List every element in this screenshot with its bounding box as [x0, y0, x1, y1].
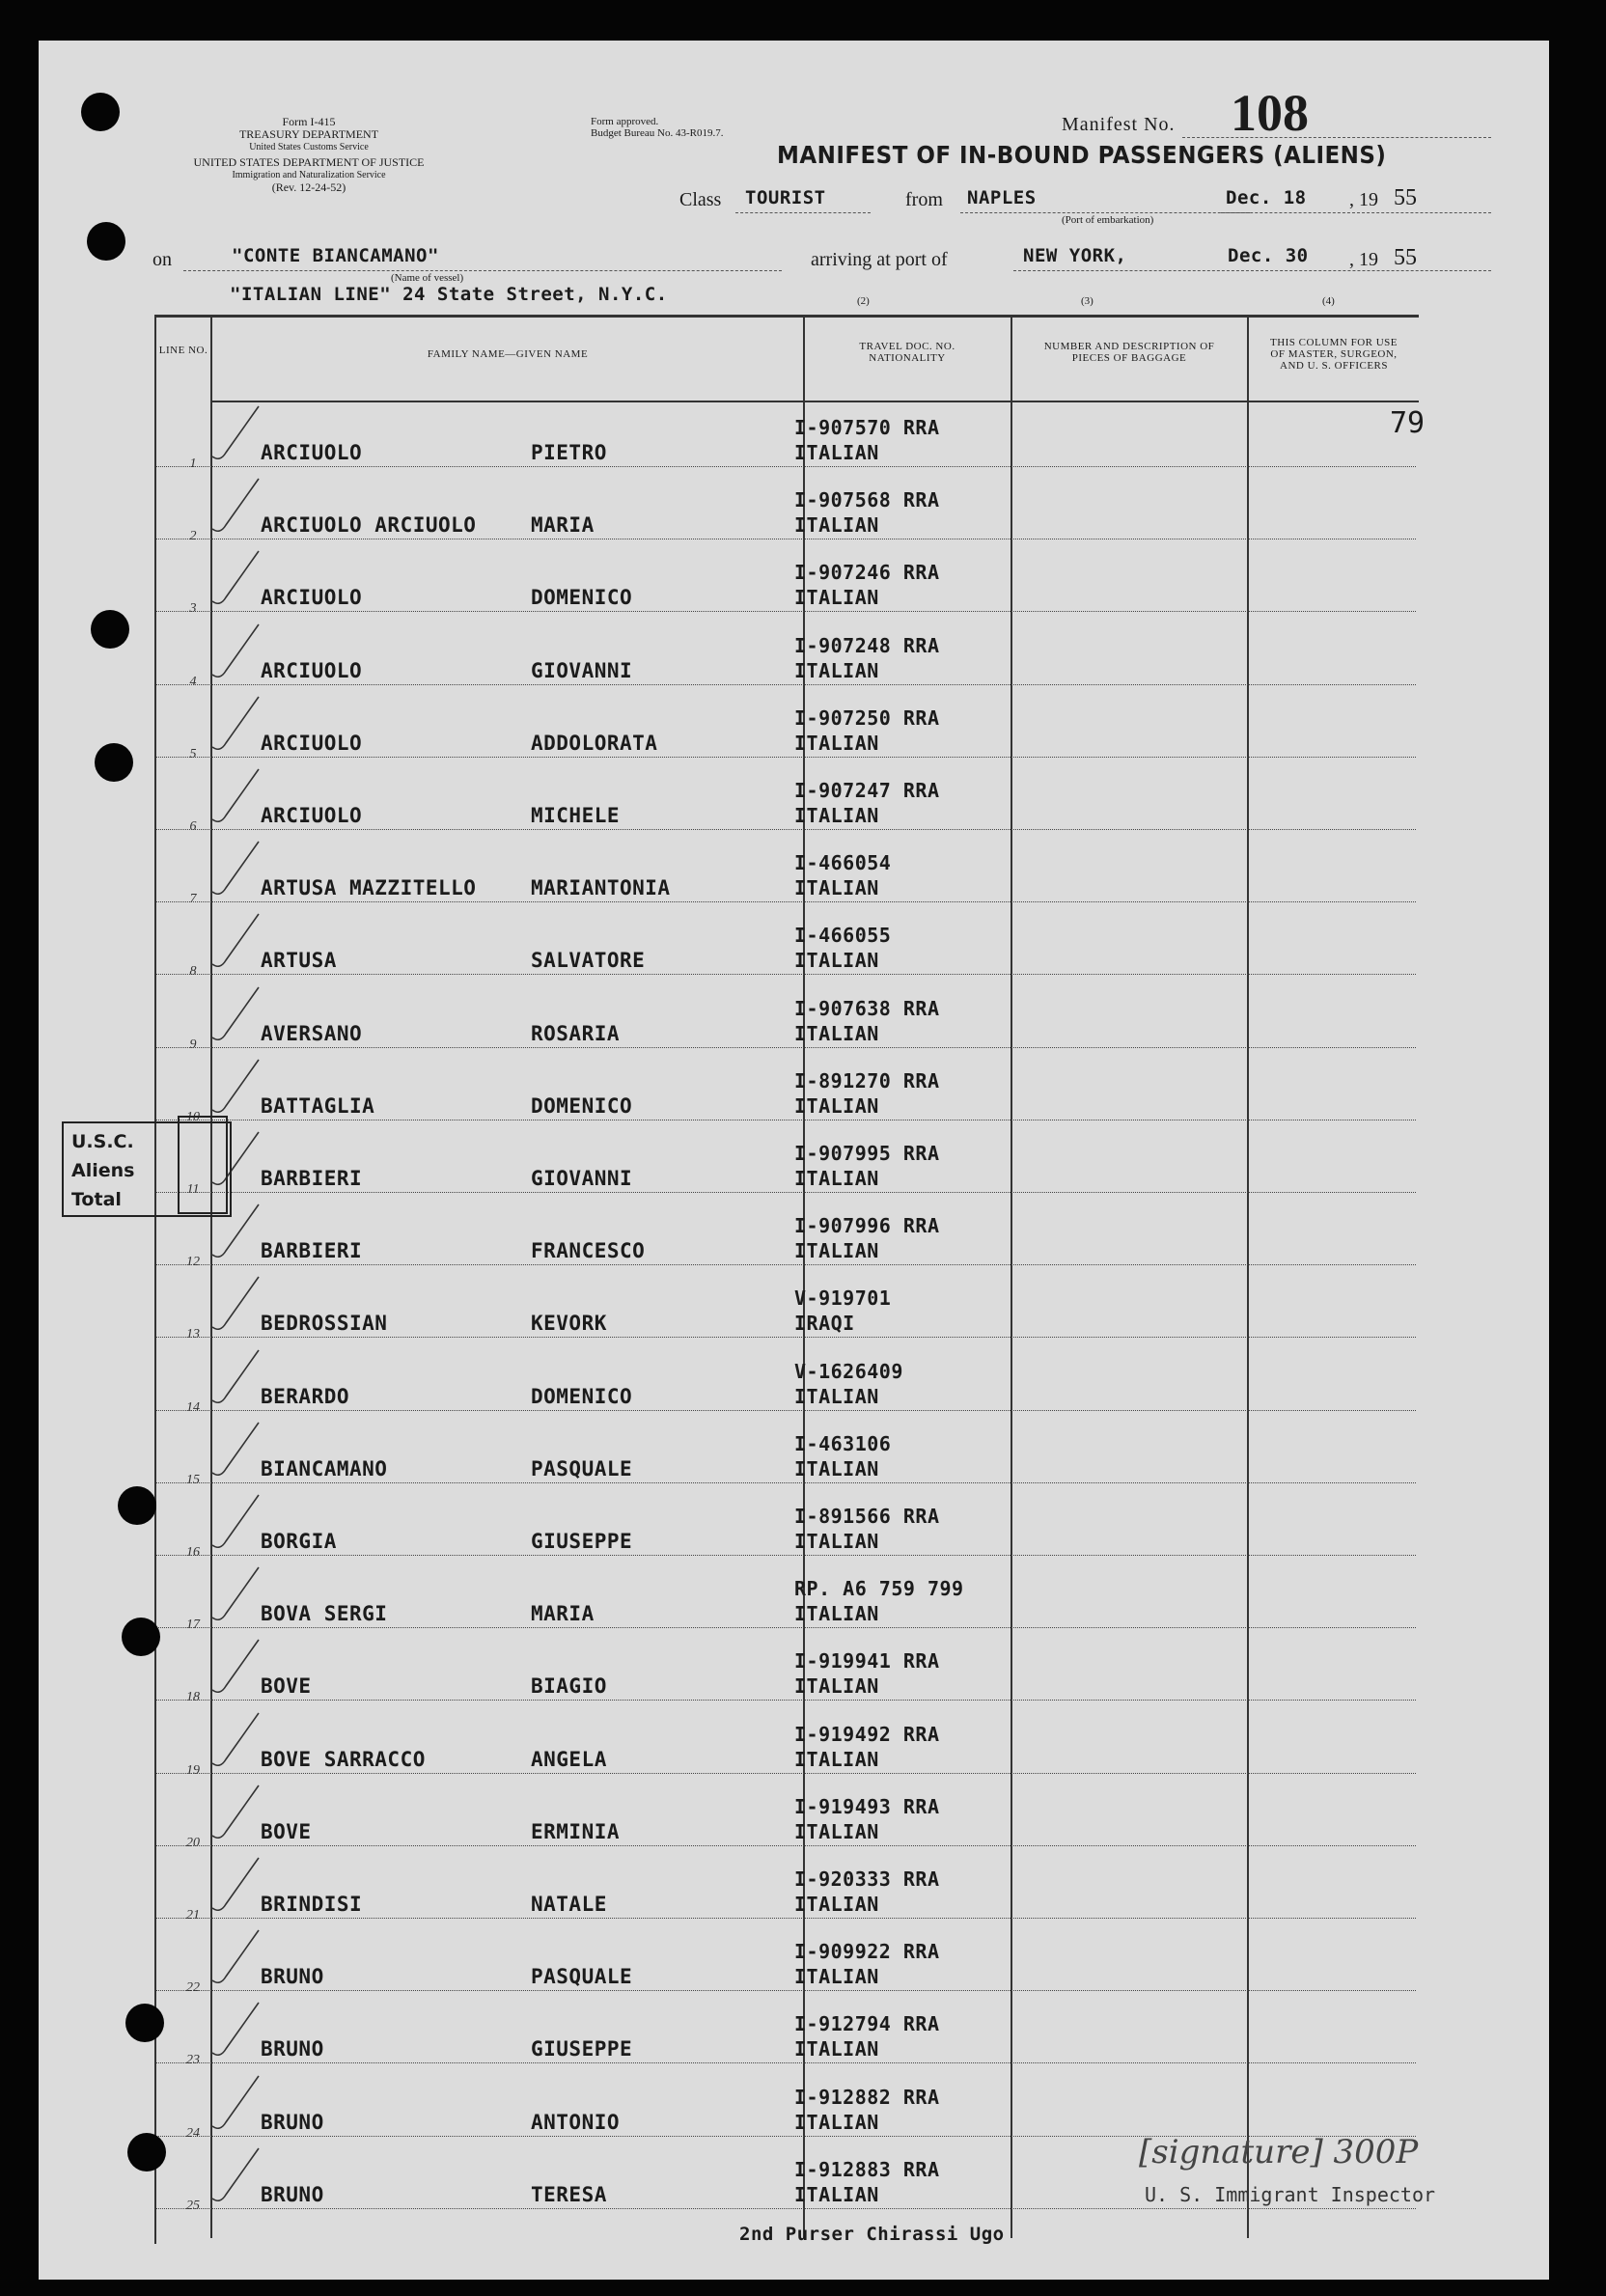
table-row: [156, 1713, 1416, 1785]
line-number: 23: [186, 2053, 200, 2068]
class-line: [735, 212, 871, 213]
nationality: ITALIAN: [794, 658, 879, 682]
nationality: ITALIAN: [794, 1530, 879, 1553]
form-approval: [591, 116, 723, 139]
family-name: ARCIUOLO: [261, 731, 363, 755]
table-row: [156, 1132, 1416, 1204]
line-number: 9: [189, 1037, 197, 1052]
nationality: ITALIAN: [794, 1021, 879, 1045]
line-number: 4: [189, 674, 197, 689]
departure-year-prefix: , 19: [1349, 189, 1378, 210]
nationality: ITALIAN: [794, 731, 879, 755]
family-name: BRUNO: [261, 2037, 324, 2061]
travel-doc-number: V-919701: [794, 1286, 892, 1311]
family-name: ARTUSA MAZZITELLO: [261, 876, 477, 900]
travel-doc-number: I-912794 RRA: [794, 2012, 940, 2036]
table-row: [156, 1495, 1416, 1567]
col-header-travel-doc-2: NATIONALITY: [869, 352, 946, 364]
travel-doc-number: V-1626409: [794, 1359, 903, 1383]
travel-doc-number: I-920333 RRA: [794, 1867, 940, 1891]
given-name: ANGELA: [531, 1747, 607, 1771]
arrival-port: NEW YORK,: [1023, 245, 1127, 266]
arrival-date: Dec. 30: [1228, 245, 1309, 266]
family-name: ARCIUOLO: [261, 658, 363, 682]
nationality: ITALIAN: [794, 1819, 879, 1843]
given-name: MICHELE: [531, 804, 621, 827]
nationality: ITALIAN: [794, 949, 879, 973]
row-rule: [156, 466, 1416, 467]
table-row: [156, 987, 1416, 1060]
table-row: [156, 406, 1416, 479]
line-number: 16: [186, 1545, 200, 1560]
given-name: DOMENICO: [531, 1384, 633, 1408]
vessel-name: "CONTE BIANCAMANO": [232, 245, 439, 266]
family-name: BORGIA: [261, 1530, 337, 1553]
line-number: 12: [186, 1255, 200, 1270]
row-rule: [156, 1555, 1416, 1556]
given-name: TERESA: [531, 2182, 607, 2206]
nationality: ITALIAN: [794, 1167, 879, 1190]
family-name: ARCIUOLO: [261, 441, 363, 464]
header-rule: [210, 401, 1419, 402]
row-rule: [156, 1410, 1416, 1411]
travel-doc-number: RP. A6 759 799: [794, 1577, 964, 1601]
nationality: ITALIAN: [794, 1602, 879, 1626]
col-3-number: (3): [1081, 295, 1094, 307]
table-row: [156, 1423, 1416, 1495]
line-number: 15: [186, 1472, 200, 1487]
manifest-number: 108: [1231, 84, 1309, 142]
punch-hole: [118, 1486, 156, 1525]
table-row: [156, 1060, 1416, 1132]
table-row: [156, 1785, 1416, 1858]
given-name: SALVATORE: [531, 949, 646, 973]
family-name: BERARDO: [261, 1384, 350, 1408]
given-name: BIAGIO: [531, 1674, 607, 1699]
line-number: 25: [186, 2198, 200, 2213]
nationality: ITALIAN: [794, 513, 879, 538]
arrival-year: 55: [1394, 245, 1417, 270]
stamp-aliens: Aliens: [71, 1160, 135, 1181]
table-row: [156, 624, 1416, 697]
travel-doc-number: I-891270 RRA: [794, 1068, 940, 1093]
nationality: ITALIAN: [794, 1747, 879, 1771]
arrival-year-prefix: , 19: [1349, 249, 1378, 270]
row-rule: [156, 611, 1416, 612]
usc-aliens-stamp: [62, 1121, 232, 1217]
nationality: ITALIAN: [794, 1674, 879, 1699]
family-name: BOVE: [261, 1674, 312, 1699]
travel-doc-number: I-907638 RRA: [794, 996, 940, 1020]
travel-doc-number: I-907250 RRA: [794, 705, 940, 730]
family-name: BEDROSSIAN: [261, 1312, 388, 1336]
col-header-officers-2: OF MASTER, SURGEON,: [1270, 348, 1398, 360]
purser-name: 2nd Purser Chirassi Ugo: [739, 2224, 1005, 2245]
line-number: 5: [189, 746, 197, 761]
departure-year: 55: [1394, 185, 1417, 210]
nationality: ITALIAN: [794, 1093, 879, 1118]
col-header-officers-1: THIS COLUMN FOR USE: [1269, 337, 1398, 348]
line-number: 22: [186, 1980, 200, 1996]
nationality: ITALIAN: [794, 2182, 879, 2206]
line-number: 3: [189, 601, 197, 617]
from-line: [960, 212, 1250, 213]
form-header-left: [164, 116, 454, 194]
table-row: [156, 2003, 1416, 2075]
family-name: ARCIUOLO: [261, 586, 363, 610]
line-number: 21: [186, 1908, 200, 1923]
row-rule: [156, 684, 1416, 685]
row-rule: [156, 2062, 1416, 2063]
row-rule: [156, 901, 1416, 902]
punch-hole: [125, 2004, 164, 2042]
family-name: BRUNO: [261, 1965, 324, 1989]
given-name: MARIA: [531, 1602, 595, 1626]
passenger-table: [154, 315, 1426, 2244]
given-name: GIUSEPPE: [531, 1530, 633, 1553]
col-header-baggage-1: NUMBER AND DESCRIPTION OF: [1043, 341, 1215, 352]
nationality: IRAQI: [794, 1312, 855, 1336]
table-row: [156, 1567, 1416, 1640]
given-name: PIETRO: [531, 441, 607, 464]
travel-doc-number: I-912883 RRA: [794, 2157, 940, 2181]
given-name: PASQUALE: [531, 1965, 633, 1989]
given-name: ROSARIA: [531, 1021, 621, 1045]
nationality: ITALIAN: [794, 2037, 879, 2061]
row-rule: [156, 1845, 1416, 1846]
given-name: GIOVANNI: [531, 658, 633, 682]
line-number: 19: [186, 1762, 200, 1778]
line-number: 24: [186, 2125, 200, 2141]
row-rule: [156, 2208, 1416, 2209]
line-number: 17: [186, 1618, 200, 1633]
row-rule: [156, 1264, 1416, 1265]
travel-doc-number: I-912882 RRA: [794, 2085, 940, 2109]
embarkation-note: (Port of embarkation): [1062, 214, 1154, 226]
family-name: BARBIERI: [261, 1167, 363, 1190]
col-header-travel-doc-1: TRAVEL DOC. NO.: [859, 341, 955, 352]
manifest-label: Manifest No.: [1062, 114, 1176, 135]
family-name: ARCIUOLO: [261, 804, 363, 827]
family-name: BIANCAMANO: [261, 1456, 388, 1480]
budget-bureau: Budget Bureau No. 43-R019.7.: [591, 127, 724, 139]
punch-hole: [95, 743, 133, 782]
travel-doc-number: I-466054: [794, 851, 892, 875]
departure-date: Dec. 18: [1226, 187, 1307, 208]
departure-date-line: [1221, 212, 1491, 213]
dept-justice: UNITED STATES DEPARTMENT OF JUSTICE: [193, 155, 425, 169]
table-row: [156, 1858, 1416, 1930]
family-name: ARCIUOLO ARCIUOLO: [261, 513, 477, 538]
col-2-number: (2): [857, 295, 870, 307]
from-label: from: [905, 189, 943, 210]
nationality: ITALIAN: [794, 1239, 879, 1263]
manifest-sheet: [39, 41, 1549, 2280]
travel-doc-number: I-907570 RRA: [794, 416, 940, 439]
travel-doc-number: I-907248 RRA: [794, 633, 940, 657]
table-row: [156, 479, 1416, 551]
punch-hole: [81, 93, 120, 131]
travel-doc-number: I-907995 RRA: [794, 1142, 940, 1165]
table-row: [156, 1277, 1416, 1349]
stamp-total: Total: [71, 1189, 122, 1210]
col-header-line-no: LINE NO.: [158, 345, 208, 356]
form-number: Form I-415: [282, 115, 336, 128]
row-rule: [156, 1337, 1416, 1338]
given-name: FRANCESCO: [531, 1239, 646, 1263]
row-rule: [156, 1918, 1416, 1919]
line-number: 18: [186, 1690, 200, 1705]
inspector-signature: [signature] 300P: [1139, 2133, 1419, 2172]
row-rule: [156, 1627, 1416, 1628]
punch-hole: [87, 222, 125, 261]
family-name: BARBIERI: [261, 1239, 363, 1263]
family-name: AVERSANO: [261, 1021, 363, 1045]
given-name: GIUSEPPE: [531, 2037, 633, 2061]
manifest-title: MANIFEST OF IN-BOUND PASSENGERS (ALIENS): [777, 141, 1387, 169]
given-name: ERMINIA: [531, 1819, 621, 1843]
family-name: BRUNO: [261, 2182, 324, 2206]
family-name: BOVE: [261, 1819, 312, 1843]
arriving-label: arriving at port of: [811, 249, 948, 270]
table-row: [156, 914, 1416, 986]
line-number: 1: [189, 456, 197, 471]
table-row: [156, 1930, 1416, 2003]
travel-doc-number: I-466055: [794, 924, 892, 948]
row-rule: [156, 1990, 1416, 1991]
nationality: ITALIAN: [794, 804, 879, 827]
table-row: [156, 1204, 1416, 1277]
family-name: BRINDISI: [261, 1893, 363, 1916]
line-number: 2: [189, 529, 197, 544]
line-number: 13: [186, 1327, 200, 1342]
given-name: DOMENICO: [531, 586, 633, 610]
nationality: ITALIAN: [794, 441, 879, 464]
travel-doc-number: I-919493 RRA: [794, 1794, 940, 1818]
col-header-officers-3: AND U. S. OFFICERS: [1280, 360, 1388, 372]
arrival-line: [1013, 270, 1491, 271]
class-value: TOURIST: [745, 187, 826, 208]
shipping-line-address: "ITALIAN LINE" 24 State Street, N.Y.C.: [230, 284, 668, 305]
travel-doc-number: I-919941 RRA: [794, 1649, 940, 1674]
col-header-officers: [1249, 337, 1419, 372]
travel-doc-number: I-907246 RRA: [794, 561, 940, 585]
given-name: MARIA: [531, 513, 595, 538]
stamp-usc: U.S.C.: [71, 1131, 134, 1152]
nationality: ITALIAN: [794, 876, 879, 900]
row-rule: [156, 1700, 1416, 1701]
line-number: 8: [189, 964, 197, 980]
table-row: [156, 551, 1416, 623]
nationality: ITALIAN: [794, 1965, 879, 1989]
nationality: ITALIAN: [794, 586, 879, 610]
form-approved: Form approved.: [591, 116, 659, 127]
class-label: Class: [679, 189, 722, 210]
col-header-baggage-2: PIECES OF BAGGAGE: [1071, 352, 1187, 364]
line-number: 7: [189, 892, 197, 907]
given-name: MARIANTONIA: [531, 876, 671, 900]
nationality: ITALIAN: [794, 1893, 879, 1916]
travel-doc-number: I-907568 RRA: [794, 488, 940, 512]
family-name: BOVA SERGI: [261, 1602, 388, 1626]
line-number: 14: [186, 1399, 200, 1415]
form-revision: (Rev. 12-24-52): [271, 180, 346, 194]
line-number: 10: [186, 1109, 200, 1124]
table-row: [156, 1640, 1416, 1712]
given-name: DOMENICO: [531, 1093, 633, 1118]
travel-doc-number: I-909922 RRA: [794, 1940, 940, 1964]
given-name: ADDOLORATA: [531, 731, 658, 755]
travel-doc-number: I-891566 RRA: [794, 1505, 940, 1528]
table-row: [156, 697, 1416, 769]
port-of-embarkation: NAPLES: [967, 187, 1037, 208]
row-rule: [156, 1192, 1416, 1193]
punch-hole: [91, 610, 129, 649]
col-header-travel-doc: [805, 341, 1010, 364]
stamp-labels: [71, 1127, 134, 1214]
row-rule: [156, 974, 1416, 975]
vessel-line: [183, 270, 782, 271]
on-label: on: [152, 249, 172, 270]
travel-doc-number: I-907247 RRA: [794, 779, 940, 802]
table-row: [156, 1350, 1416, 1423]
line-number: 11: [186, 1182, 200, 1197]
given-name: KEVORK: [531, 1312, 607, 1336]
col-header-baggage: [1012, 341, 1246, 364]
nationality: ITALIAN: [794, 2110, 879, 2134]
stamp-tally-box: [178, 1116, 228, 1214]
row-rule: [156, 1047, 1416, 1048]
punch-hole: [122, 1618, 160, 1656]
punch-hole: [127, 2133, 166, 2172]
family-name: BOVE SARRACCO: [261, 1747, 426, 1771]
table-row: [156, 842, 1416, 914]
given-name: GIOVANNI: [531, 1167, 633, 1190]
travel-doc-number: I-919492 RRA: [794, 1722, 940, 1746]
col-header-name: FAMILY NAME—GIVEN NAME: [427, 348, 589, 360]
manifest-number-line: [1182, 137, 1491, 138]
travel-doc-number: I-907996 RRA: [794, 1214, 940, 1238]
col-4-number: (4): [1322, 295, 1335, 307]
dept-ins: Immigration and Naturalization Service: [232, 170, 386, 180]
inspector-title: U. S. Immigrant Inspector: [1145, 2183, 1436, 2206]
given-name: ANTONIO: [531, 2110, 621, 2134]
officer-note: 79: [1390, 406, 1426, 440]
family-name: BRUNO: [261, 2110, 324, 2134]
travel-doc-number: I-463106: [794, 1431, 892, 1455]
dept-customs: United States Customs Service: [249, 142, 369, 152]
row-rule: [156, 757, 1416, 758]
row-rule: [156, 1482, 1416, 1483]
dept-treasury: TREASURY DEPARTMENT: [238, 127, 379, 141]
family-name: BATTAGLIA: [261, 1093, 375, 1118]
line-number: 20: [186, 1835, 200, 1850]
family-name: ARTUSA: [261, 949, 337, 973]
row-rule: [156, 829, 1416, 830]
nationality: ITALIAN: [794, 1384, 879, 1408]
given-name: PASQUALE: [531, 1456, 633, 1480]
nationality: ITALIAN: [794, 1456, 879, 1480]
row-rule: [156, 1773, 1416, 1774]
vessel-note: (Name of vessel): [391, 272, 464, 284]
given-name: NATALE: [531, 1893, 607, 1916]
table-row: [156, 769, 1416, 842]
line-number: 6: [189, 819, 197, 834]
